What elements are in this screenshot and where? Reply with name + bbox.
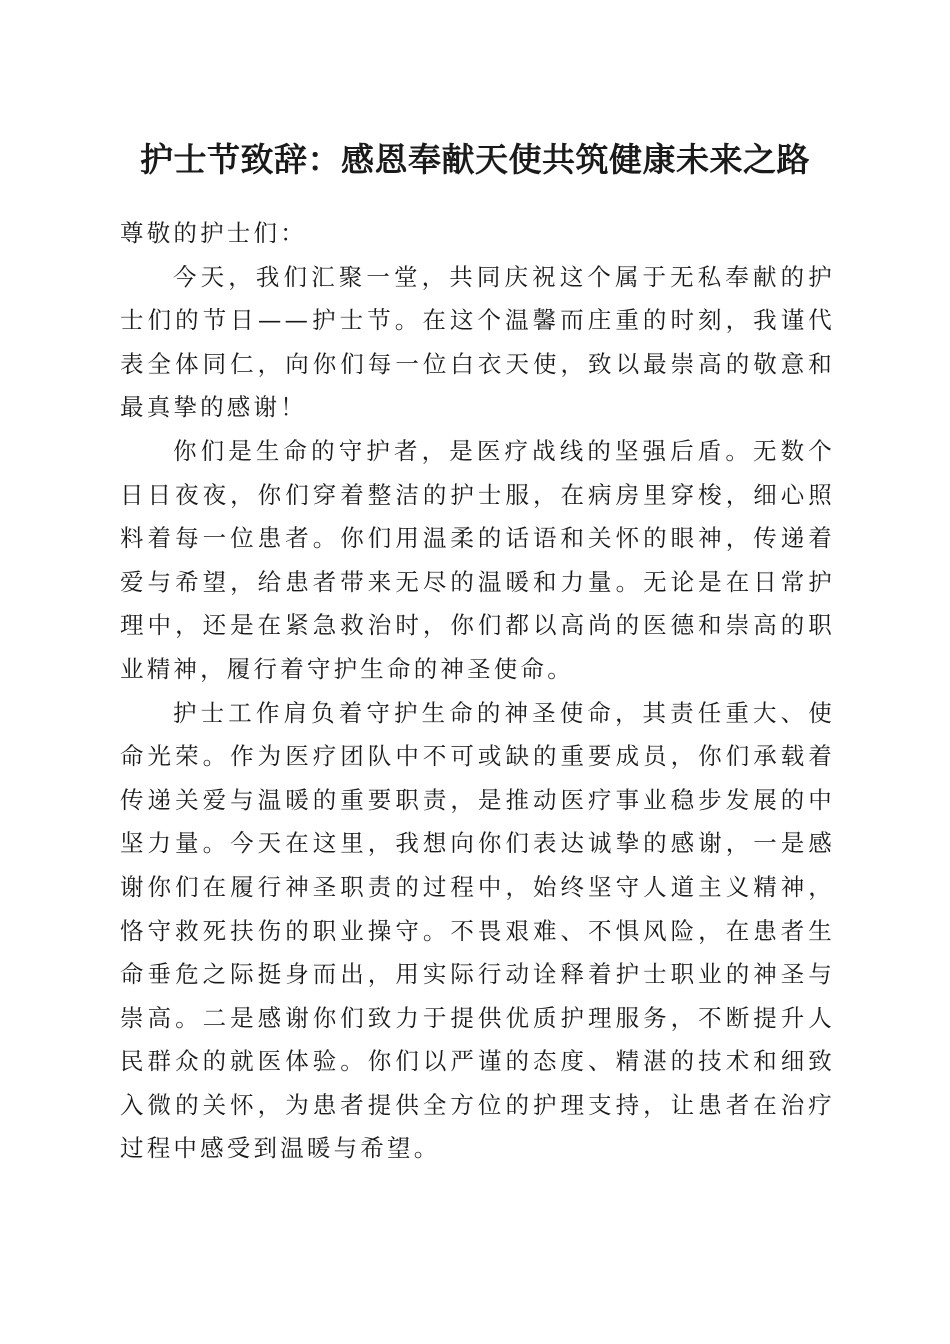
document-body bbox=[120, 212, 835, 1171]
salutation: 尊敬的护士们： bbox=[120, 219, 307, 247]
paragraph-1: 今天，我们汇聚一堂，共同庆祝这个属于无私奉献的护士们的节日——护士节。在这个温馨而庄重的时刻，我谨代表全体同仁，向你们每一位白衣天使，致以最崇高的敬意和最真挚的感谢！ bbox=[120, 262, 835, 422]
document-title: 护士节致辞：感恩奉献天使共筑健康未来之路 bbox=[140, 140, 810, 179]
paragraph-2: 你们是生命的守护者，是医疗战线的坚强后盾。无数个日日夜夜，你们穿着整洁的护士服，在病房里穿梭，细心照料着每一位患者。你们用温柔的话语和关怀的眼神，传递着爱与希望，给患者带来无尽的温暖和力量。无论是在日常护理中，还是在紧急救治时，你们都以高尚的医德和崇高的职业精神，履行着守护生命的神圣使命。 bbox=[120, 436, 835, 683]
paragraph-3: 护士工作肩负着守护生命的神圣使命，其责任重大、使命光荣。作为医疗团队中不可或缺的重要成员，你们承载着传递关爱与温暖的重要职责，是推动医疗事业稳步发展的中坚力量。今天在这里，我想向你们表达诚挚的感谢，一是感谢你们在履行神圣职责的过程中，始终坚守人道主义精神，恪守救死扶伤的职业操守。不畏艰难、不惧风险，在患者生命垂危之际挺身而出，用实际行动诠释着护士职业的神圣与崇高。二是感谢你们致力于提供优质护理服务，不断提升人民群众的就医体验。你们以严谨的态度、精湛的技术和细致入微的关怀，为患者提供全方位的护理支持，让患者在治疗过程中感受到温暖与希望。 bbox=[120, 698, 835, 1163]
